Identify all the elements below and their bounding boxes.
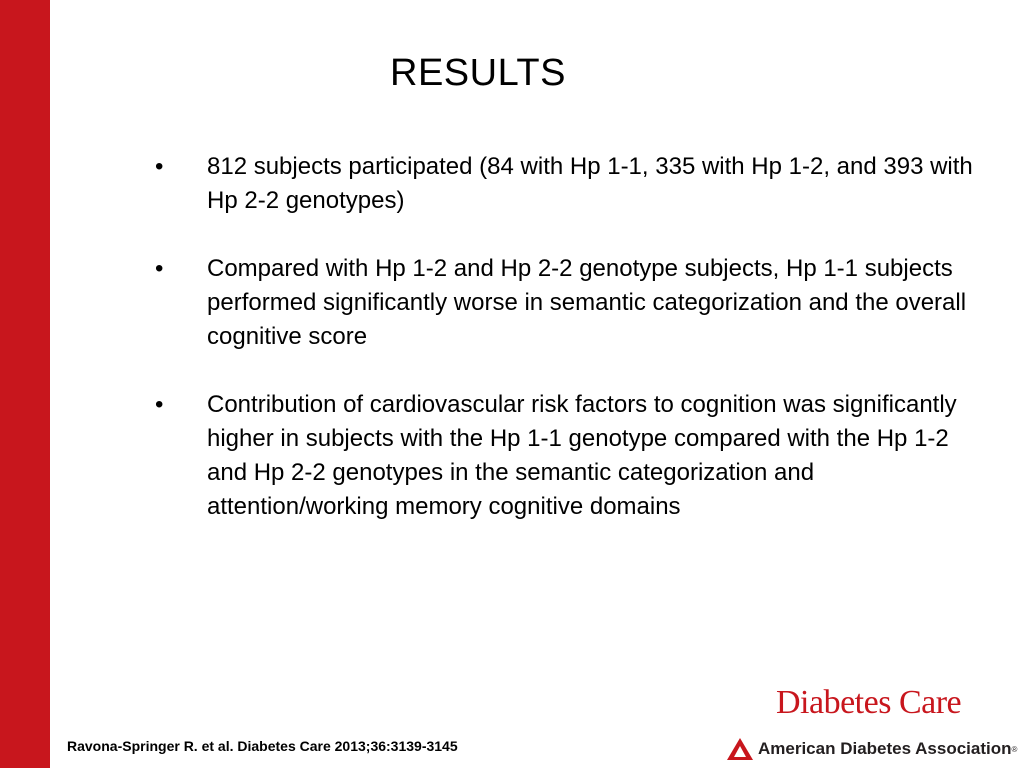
bullet-item [155,388,975,524]
organization-name: American Diabetes Association [758,739,1012,758]
bullet-text: Compared with Hp 1-2 and Hp 2-2 genotype subjects, Hp 1-1 subjects performed significantly worse in semantic categorization and the overall cognitive score [207,255,967,350]
bullet-text: Contribution of cardiovascular risk factors to cognition was significantly higher in subjects with the Hp 1-1 genotype compared with the Hp 1-2 and Hp 2-2 genotypes in the semantic categorization and attention/working memory cognitive domains [207,391,957,520]
slide-title: RESULTS [390,52,566,94]
bullet-item [155,252,975,354]
bullet-dot: • [155,255,164,282]
ada-triangle-icon [726,737,754,761]
ada-logo-block [726,734,1017,764]
registered-mark: ® [1011,744,1018,754]
bullet-item [155,150,975,218]
red-side-bar [0,0,50,768]
bullet-dot: • [155,153,164,180]
bullet-list [155,150,975,558]
bullet-text: 812 subjects participated (84 with Hp 1-1, 335 with Hp 1-2, and 393 with Hp 2-2 genotypes) [207,153,973,214]
citation: Ravona-Springer R. et al. Diabetes Care 2013;36:3139-3145 [67,738,458,754]
journal-logo: Diabetes Care [776,684,962,721]
bullet-dot: • [155,391,164,418]
